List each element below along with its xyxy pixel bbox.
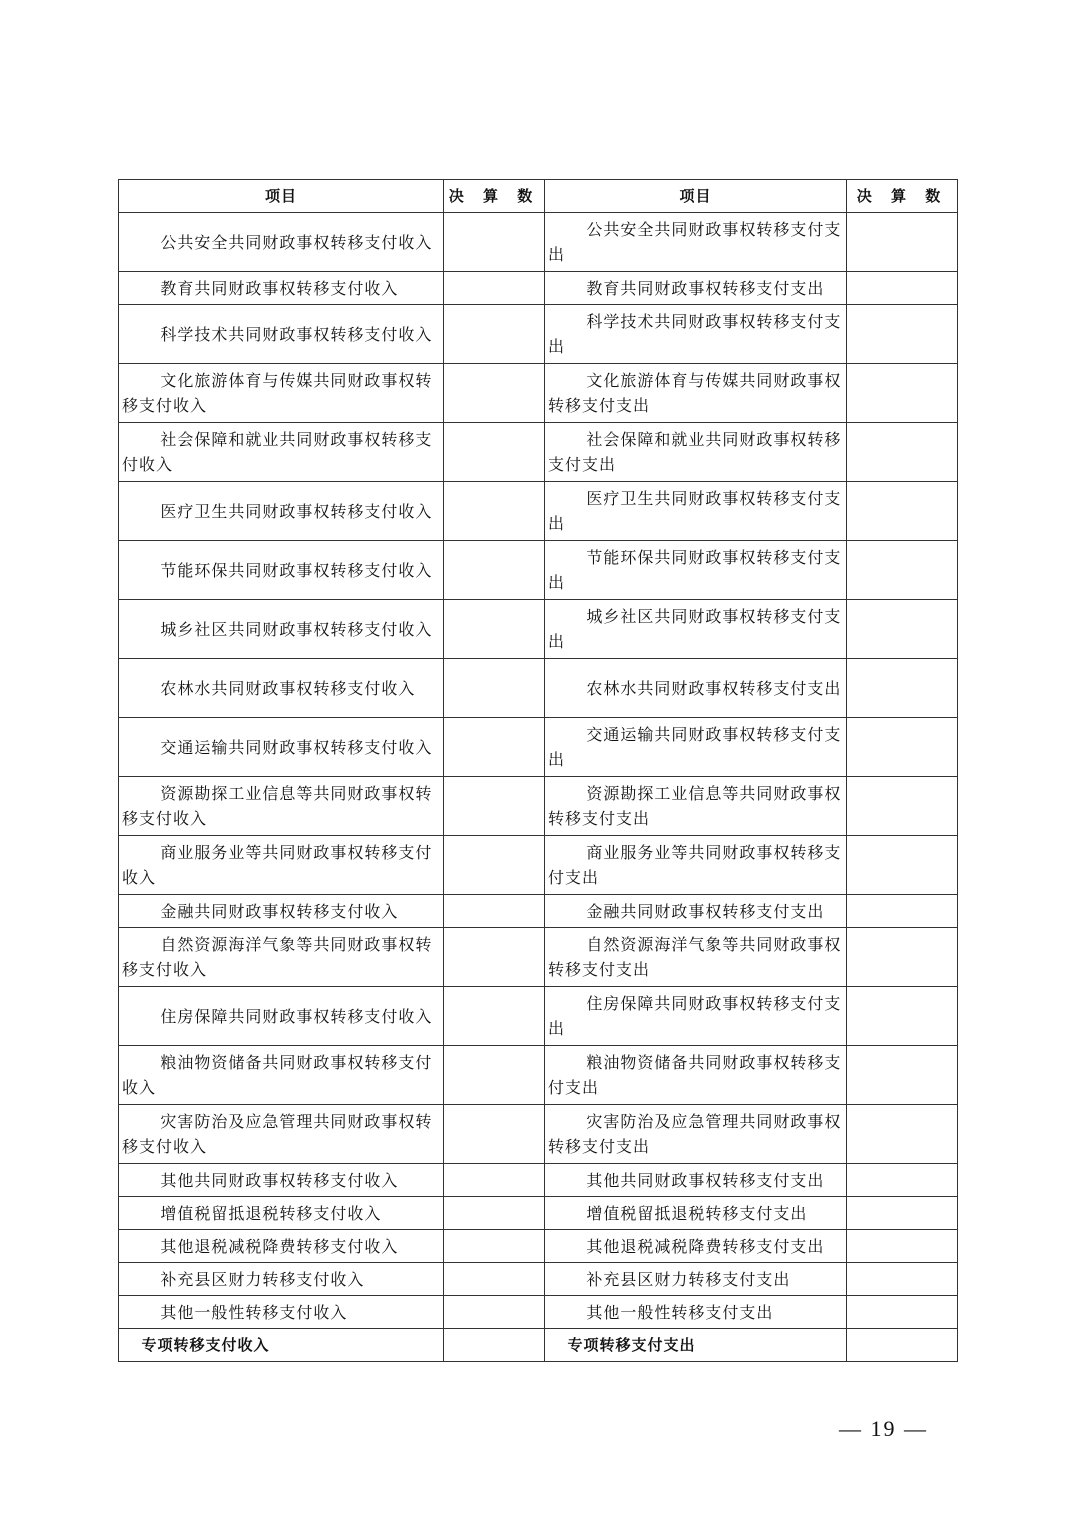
table-row (119, 895, 958, 928)
header-amount-right: 决 算 数 (847, 180, 958, 213)
expense-amount (847, 659, 958, 718)
expense-item: 灾害防治及应急管理共同财政事权转移支付支出 (545, 1105, 847, 1164)
income-amount (444, 836, 545, 895)
expense-item: 城乡社区共同财政事权转移支付支出 (545, 600, 847, 659)
income-item: 社会保障和就业共同财政事权转移支付收入 (119, 423, 444, 482)
income-item: 资源勘探工业信息等共同财政事权转移支付收入 (119, 777, 444, 836)
expense-item: 商业服务业等共同财政事权转移支付支出 (545, 836, 847, 895)
income-item: 其他一般性转移支付收入 (119, 1296, 444, 1329)
table-row (119, 659, 958, 718)
income-amount (444, 718, 545, 777)
expense-item: 专项转移支付支出 (545, 1329, 847, 1362)
income-amount (444, 1164, 545, 1197)
income-item: 补充县区财力转移支付收入 (119, 1263, 444, 1296)
budget-table-container (118, 179, 957, 1362)
income-amount (444, 482, 545, 541)
income-item: 灾害防治及应急管理共同财政事权转移支付收入 (119, 1105, 444, 1164)
expense-item: 金融共同财政事权转移支付支出 (545, 895, 847, 928)
table-row (119, 423, 958, 482)
expense-amount (847, 1230, 958, 1263)
table-row (119, 1105, 958, 1164)
header-item-right: 项目 (545, 180, 847, 213)
expense-amount (847, 718, 958, 777)
expense-amount (847, 777, 958, 836)
expense-amount (847, 928, 958, 987)
income-amount (444, 213, 545, 272)
table-row (119, 1197, 958, 1230)
income-item: 金融共同财政事权转移支付收入 (119, 895, 444, 928)
expense-item: 医疗卫生共同财政事权转移支付支出 (545, 482, 847, 541)
table-row (119, 305, 958, 364)
expense-amount (847, 1329, 958, 1362)
table-row (119, 600, 958, 659)
income-item: 公共安全共同财政事权转移支付收入 (119, 213, 444, 272)
table-row (119, 1263, 958, 1296)
table-row (119, 718, 958, 777)
expense-amount (847, 272, 958, 305)
table-row (119, 836, 958, 895)
income-amount (444, 1263, 545, 1296)
income-amount (444, 364, 545, 423)
table-row (119, 272, 958, 305)
income-item: 交通运输共同财政事权转移支付收入 (119, 718, 444, 777)
income-item: 文化旅游体育与传媒共同财政事权转移支付收入 (119, 364, 444, 423)
expense-item: 粮油物资储备共同财政事权转移支付支出 (545, 1046, 847, 1105)
expense-amount (847, 1263, 958, 1296)
table-row (119, 928, 958, 987)
income-item: 其他共同财政事权转移支付收入 (119, 1164, 444, 1197)
expense-amount (847, 305, 958, 364)
income-amount (444, 895, 545, 928)
income-amount (444, 777, 545, 836)
table-row (119, 541, 958, 600)
table-row (119, 1164, 958, 1197)
income-amount (444, 1230, 545, 1263)
header-item-left: 项目 (119, 180, 444, 213)
expense-amount (847, 895, 958, 928)
income-amount (444, 1329, 545, 1362)
table-row-subtotal (119, 1329, 958, 1362)
expense-item: 其他一般性转移支付支出 (545, 1296, 847, 1329)
income-item: 其他退税减税降费转移支付收入 (119, 1230, 444, 1263)
income-amount (444, 1296, 545, 1329)
page-number: — 19 — (839, 1416, 928, 1441)
table-row (119, 364, 958, 423)
expense-amount (847, 1197, 958, 1230)
expense-item: 公共安全共同财政事权转移支付支出 (545, 213, 847, 272)
income-item: 住房保障共同财政事权转移支付收入 (119, 987, 444, 1046)
expense-item: 其他共同财政事权转移支付支出 (545, 1164, 847, 1197)
expense-item: 农林水共同财政事权转移支付支出 (545, 659, 847, 718)
table-row (119, 777, 958, 836)
expense-amount (847, 1296, 958, 1329)
expense-amount (847, 1164, 958, 1197)
income-amount (444, 1197, 545, 1230)
expense-amount (847, 1105, 958, 1164)
expense-amount (847, 482, 958, 541)
table-row (119, 1230, 958, 1263)
table-row (119, 1046, 958, 1105)
income-amount (444, 423, 545, 482)
expense-item: 增值税留抵退税转移支付支出 (545, 1197, 847, 1230)
income-item: 自然资源海洋气象等共同财政事权转移支付收入 (119, 928, 444, 987)
expense-item: 其他退税减税降费转移支付支出 (545, 1230, 847, 1263)
expense-item: 自然资源海洋气象等共同财政事权转移支付支出 (545, 928, 847, 987)
income-item: 城乡社区共同财政事权转移支付收入 (119, 600, 444, 659)
income-amount (444, 600, 545, 659)
income-amount (444, 305, 545, 364)
income-item: 节能环保共同财政事权转移支付收入 (119, 541, 444, 600)
expense-amount (847, 836, 958, 895)
income-item: 增值税留抵退税转移支付收入 (119, 1197, 444, 1230)
header-amount-left: 决 算 数 (444, 180, 545, 213)
income-item: 科学技术共同财政事权转移支付收入 (119, 305, 444, 364)
income-amount (444, 1105, 545, 1164)
expense-item: 交通运输共同财政事权转移支付支出 (545, 718, 847, 777)
income-amount (444, 1046, 545, 1105)
expense-item: 住房保障共同财政事权转移支付支出 (545, 987, 847, 1046)
expense-item: 教育共同财政事权转移支付支出 (545, 272, 847, 305)
expense-amount (847, 423, 958, 482)
income-amount (444, 987, 545, 1046)
income-item: 农林水共同财政事权转移支付收入 (119, 659, 444, 718)
income-amount (444, 928, 545, 987)
expense-item: 科学技术共同财政事权转移支付支出 (545, 305, 847, 364)
expense-amount (847, 1046, 958, 1105)
expense-item: 社会保障和就业共同财政事权转移支付支出 (545, 423, 847, 482)
table-row (119, 213, 958, 272)
expense-amount (847, 987, 958, 1046)
income-amount (444, 272, 545, 305)
income-item: 教育共同财政事权转移支付收入 (119, 272, 444, 305)
income-item: 医疗卫生共同财政事权转移支付收入 (119, 482, 444, 541)
expense-item: 补充县区财力转移支付支出 (545, 1263, 847, 1296)
table-row (119, 482, 958, 541)
income-amount (444, 659, 545, 718)
table-header-row (119, 180, 958, 213)
expense-amount (847, 213, 958, 272)
expense-amount (847, 364, 958, 423)
expense-item: 文化旅游体育与传媒共同财政事权转移支付支出 (545, 364, 847, 423)
expense-amount (847, 600, 958, 659)
expense-amount (847, 541, 958, 600)
expense-item: 节能环保共同财政事权转移支付支出 (545, 541, 847, 600)
expense-item: 资源勘探工业信息等共同财政事权转移支付支出 (545, 777, 847, 836)
income-item: 专项转移支付收入 (119, 1329, 444, 1362)
table-row (119, 1296, 958, 1329)
income-item: 商业服务业等共同财政事权转移支付收入 (119, 836, 444, 895)
table-row (119, 987, 958, 1046)
budget-table (118, 179, 958, 1362)
income-amount (444, 541, 545, 600)
income-item: 粮油物资储备共同财政事权转移支付收入 (119, 1046, 444, 1105)
